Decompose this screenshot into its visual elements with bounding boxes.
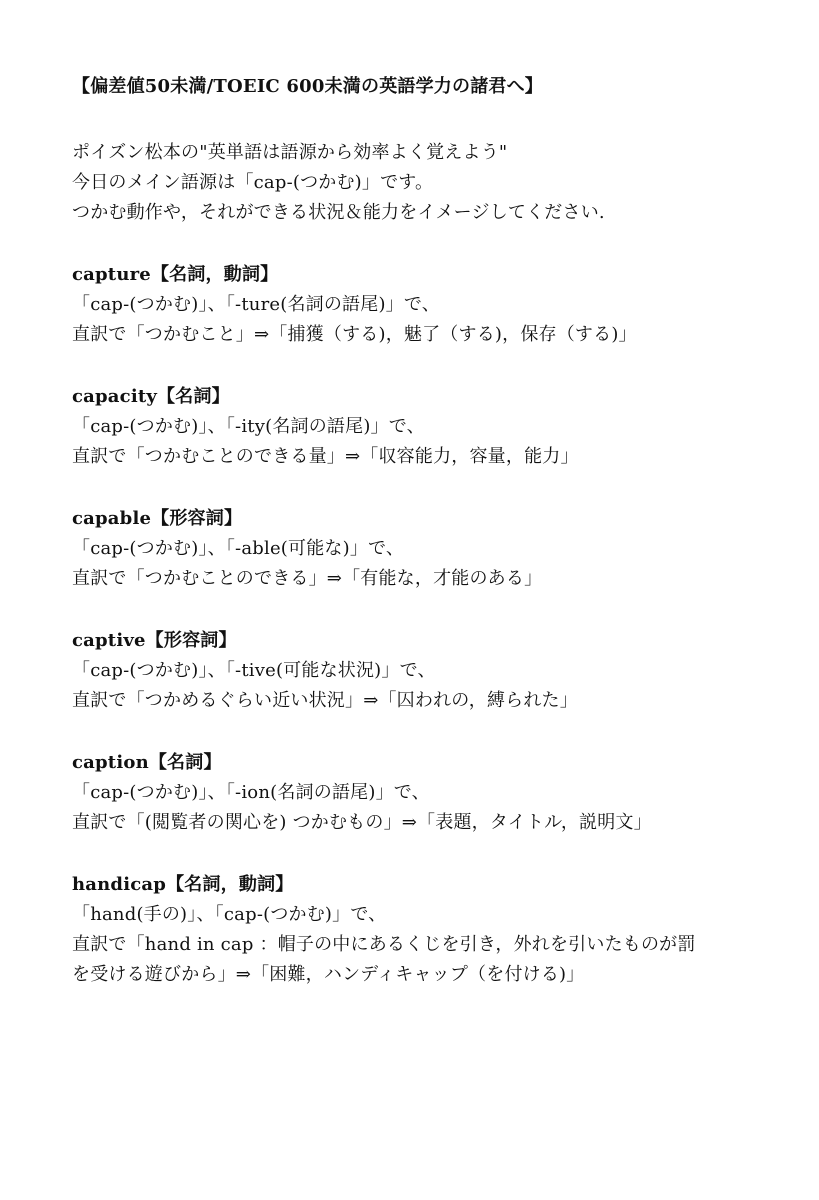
entry-line: 「cap-(つかむ)」、「-able(可能な)」で、	[72, 538, 405, 559]
entry-capable	[72, 504, 792, 594]
entry-line: 「hand(手の)」、「cap-(つかむ)」で、	[72, 904, 387, 925]
spacer	[72, 102, 792, 138]
entry-line: を受ける遊びから」⇒「困難，ハンディキャップ（を付ける)」	[72, 964, 585, 985]
entry-line: 直訳で「つかむことのできる」⇒「有能な，才能のある」	[72, 568, 543, 589]
entry-captive	[72, 626, 792, 716]
entry-capacity	[72, 382, 792, 472]
spacer	[72, 594, 792, 626]
spacer	[72, 228, 792, 260]
entry-capture	[72, 260, 792, 350]
spacer	[72, 716, 792, 748]
spacer	[72, 472, 792, 504]
document-title: 【偏差値50未満/TOEIC 600未満の英語学力の諸君へ】	[72, 76, 544, 97]
spacer	[72, 838, 792, 870]
entry-line: 「cap-(つかむ)」、「-ture(名詞の語尾)」で、	[72, 294, 440, 315]
entry-heading: handicap【名詞，動詞】	[72, 874, 294, 895]
intro-section	[72, 138, 792, 228]
document-page	[72, 72, 792, 990]
entry-heading: captive【形容詞】	[72, 630, 237, 651]
spacer	[72, 350, 792, 382]
entry-line: 直訳で「つかむことのできる量」⇒「収容能力，容量，能力」	[72, 446, 579, 467]
intro-line: 今日のメイン語源は「cap-(つかむ)」です。	[72, 172, 434, 193]
entry-line: 直訳で「hand in cap ：帽子の中にあるくじを引き，外れを引いたものが罰	[72, 934, 696, 955]
entry-line: 「cap-(つかむ)」、「-tive(可能な状況)」で、	[72, 660, 436, 681]
entry-line: 直訳で「つかむこと」⇒「捕獲（する)，魅了（する)，保存（する)」	[72, 324, 637, 345]
entry-line: 「cap-(つかむ)」、「-ion(名詞の語尾)」で、	[72, 782, 430, 803]
entry-heading: caption【名詞】	[72, 752, 222, 773]
intro-line: つかむ動作や，それができる状況＆能力をイメージしてください.	[72, 202, 605, 223]
entry-caption	[72, 748, 792, 838]
entry-line: 「cap-(つかむ)」、「-ity(名詞の語尾)」で、	[72, 416, 425, 437]
entry-line: 直訳で「(閲覧者の関心を) つかむもの」⇒「表題，タイトル，説明文」	[72, 812, 652, 833]
entry-handicap	[72, 870, 792, 990]
entry-heading: capacity【名詞】	[72, 386, 230, 407]
entry-line: 直訳で「つかめるぐらい近い状況」⇒「囚われの，縛られた」	[72, 690, 578, 711]
intro-line: ポイズン松本の"英単語は語源から効率よく覚えよう"	[72, 142, 508, 163]
entry-heading: capable【形容詞】	[72, 508, 243, 529]
entry-heading: capture【名詞，動詞】	[72, 264, 279, 285]
